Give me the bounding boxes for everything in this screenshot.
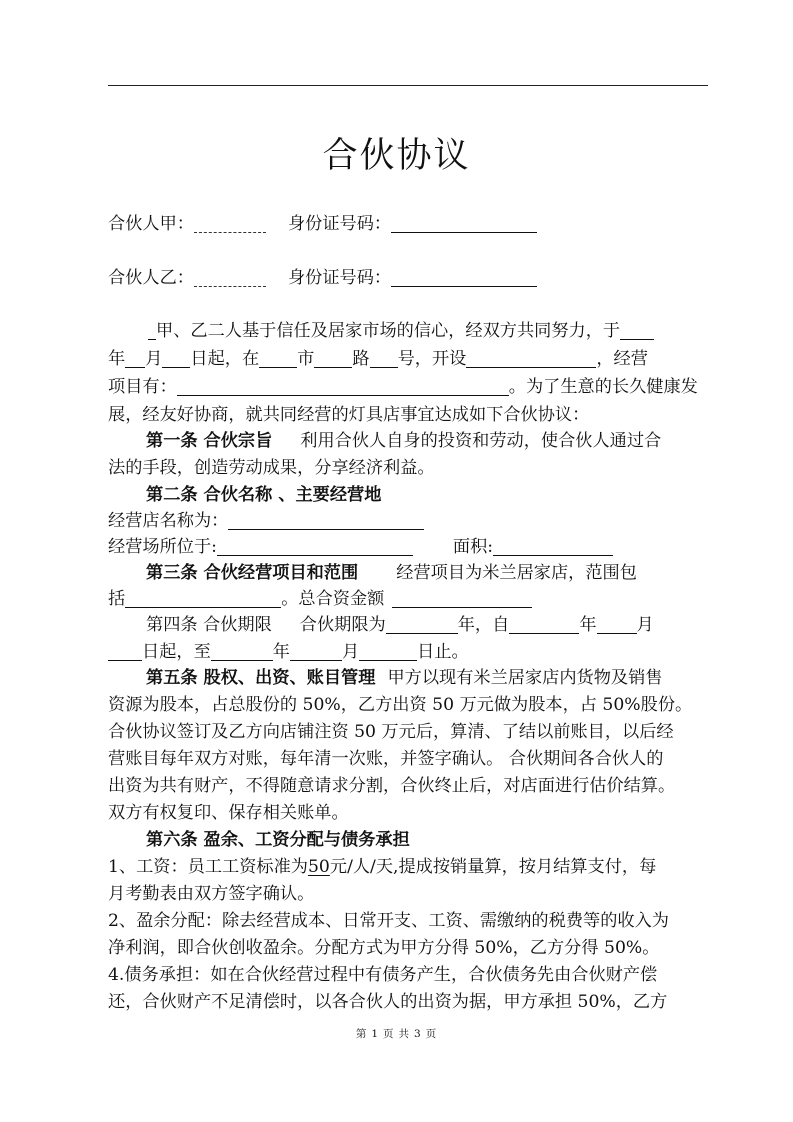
end-year-blank	[211, 640, 273, 661]
wage-label: 1、工资：员工工资标准为	[108, 857, 308, 877]
article-2-shop-name-line	[108, 507, 712, 535]
footer-text-d: 页	[425, 1028, 438, 1040]
article-2-heading: 第二条 合伙名称 、主要经营地	[146, 485, 382, 505]
partner-a-label: 合伙人甲：	[108, 214, 194, 234]
intro-year-label: 年	[108, 349, 126, 369]
intro-shop-blank	[466, 347, 596, 368]
document-title: 合伙协议	[322, 136, 471, 176]
page-footer	[0, 1026, 793, 1041]
term-label: 合伙期限为	[299, 615, 386, 635]
place-label: 经营场所位于:	[108, 537, 217, 557]
article-1-text: 利用合伙人自身的投资和劳动，使合伙人通过合	[300, 431, 662, 451]
partner-a-name-blank	[194, 212, 266, 233]
term-years-blank	[386, 613, 458, 634]
article-1-line-2: 法的手段，创造劳动成果，分享经济利益。	[108, 458, 435, 478]
footer-text-a: 第	[355, 1028, 368, 1040]
intro-day-label: 日起，在	[190, 349, 260, 369]
shop-name-blank	[228, 509, 424, 530]
profit-line-1: 2、盈余分配：除去经营成本、日常开支、工资、需缴纳的税费等的收入为	[108, 911, 669, 931]
article-2-place-line	[108, 533, 712, 561]
current-page-number: 1	[371, 1028, 379, 1040]
intro-year-blank	[620, 319, 654, 340]
article-3-line-2	[108, 585, 712, 613]
intro-line-2	[108, 345, 712, 373]
article-4-heading: 第四条 合伙期限	[146, 615, 272, 635]
start-year-blank	[509, 613, 579, 634]
article-3-line-1	[108, 559, 712, 587]
article-5-line-4: 营账目每年双方对账，每年清一次账，并签字确认。 合伙期间各合伙人的	[108, 749, 664, 769]
article-6-heading-line	[108, 826, 712, 854]
intro-line-3	[108, 373, 712, 401]
article-6-heading: 第六条 盈余、工资分配与债务承担	[146, 830, 410, 850]
article-5-line-2: 资源为股本，占总股份的 50%，乙方出资 50 万元做为股本，占 50%股份。	[108, 695, 693, 715]
article-5-line-3: 合伙协议签订及乙方向店铺注资 50 万元后，算清、了结以前账目，以后经	[108, 722, 674, 742]
header-rule	[108, 85, 708, 86]
debt-line-1: 4.债务承担：如在合伙经营过程中有债务产生，合伙债务先由合伙财产偿	[108, 965, 658, 985]
wage-line-2: 月考勤表由双方签字确认。	[108, 884, 315, 904]
end-year-label: 年	[272, 642, 290, 662]
article-5-line-1	[108, 664, 712, 692]
profit-line-2: 净利润，即合伙创收盈余。分配方式为甲方分得 50%，乙方分得 50%。	[108, 938, 660, 958]
intro-road-blank	[314, 347, 352, 368]
scope-blank	[125, 587, 281, 608]
article-4-line-1	[108, 611, 712, 639]
end-month-blank	[290, 640, 342, 661]
article-1-heading: 第一条 合伙宗旨	[146, 431, 273, 451]
intro-text-1: 甲、乙二人基于信任及居家市场的信心，经双方共同努力，于	[156, 321, 621, 341]
article-5-line-6: 双方有权复印、保存相关账单。	[108, 803, 349, 823]
partner-b-line	[108, 264, 712, 292]
area-label: 面积:	[452, 537, 494, 557]
article-2-heading-line	[108, 481, 712, 509]
intro-city-blank	[259, 347, 297, 368]
partner-b-name-blank	[194, 266, 266, 287]
term-from-label: 年，自	[457, 615, 510, 635]
total-capital-blank	[392, 587, 532, 608]
article-5-heading: 第五条 股权、出资、账目管理	[146, 668, 376, 688]
intro-road-label: 路	[352, 349, 370, 369]
end-day-blank	[359, 640, 417, 661]
article-3-heading: 第三条 合伙经营项目和范围	[146, 563, 359, 583]
intro-number-blank	[370, 347, 398, 368]
wage-text: 元/人/天,提成按销量算，按月结算支付，每	[329, 857, 657, 877]
start-day-blank	[108, 640, 142, 661]
partner-b-id-blank	[391, 266, 537, 287]
intro-month-label: 月	[145, 349, 163, 369]
shop-name-label: 经营店名称为：	[108, 511, 229, 531]
total-page-number: 3	[414, 1028, 422, 1040]
wage-line-1	[108, 853, 712, 881]
partner-a-id-blank	[391, 212, 537, 233]
intro-line-4: 展，经友好协商，就共同经营的灯具店事宜达成如下合伙协议：	[108, 405, 590, 425]
intro-day-blank	[162, 347, 190, 368]
article-5-line-5: 出资为共有财产，不得随意请求分割，合伙终止后，对店面进行估价结算。	[108, 776, 676, 796]
article-5-text-1: 甲方以现有米兰居家店内货物及销售	[387, 668, 663, 688]
end-day-label: 日止。	[417, 642, 469, 662]
end-from-label: 日起，至	[142, 642, 211, 662]
start-month-label: 月	[636, 615, 654, 635]
footer-text-c: 共	[398, 1028, 410, 1040]
article-3-text: 经营项目为米兰居家店，范围包	[396, 563, 637, 583]
intro-number-label: 号，开设	[397, 349, 467, 369]
intro-items-blank	[177, 375, 509, 396]
place-blank	[217, 535, 413, 556]
wage-amount: 50	[308, 857, 330, 877]
intro-text-3: 。为了生意的长久健康发	[508, 377, 698, 397]
partner-a-id-label: 身份证号码：	[287, 214, 392, 234]
intro-items-label: 项目有：	[108, 377, 177, 397]
intro-city-label: 市	[297, 349, 315, 369]
intro-line-1	[108, 317, 712, 345]
footer-text-b: 页	[383, 1028, 395, 1040]
article-3-text-2: 括	[108, 589, 126, 609]
partner-b-label: 合伙人乙：	[108, 268, 194, 288]
intro-blank-0	[148, 319, 156, 340]
partner-b-id-label: 身份证号码：	[287, 268, 392, 288]
total-capital-label: 。总合资金额	[281, 589, 385, 609]
start-month-blank	[597, 613, 637, 634]
end-month-label: 月	[341, 642, 360, 662]
article-1-line-1	[108, 427, 712, 455]
partner-a-line	[108, 210, 712, 238]
intro-operate-label: ，经营	[596, 349, 648, 369]
area-blank	[493, 535, 613, 556]
debt-line-2: 还，合伙财产不足清偿时，以各合伙人的出资为据，甲方承担 50%，乙方	[108, 992, 668, 1012]
start-year-label: 年	[579, 615, 597, 635]
intro-month-blank	[125, 347, 145, 368]
article-4-line-2	[108, 638, 712, 666]
